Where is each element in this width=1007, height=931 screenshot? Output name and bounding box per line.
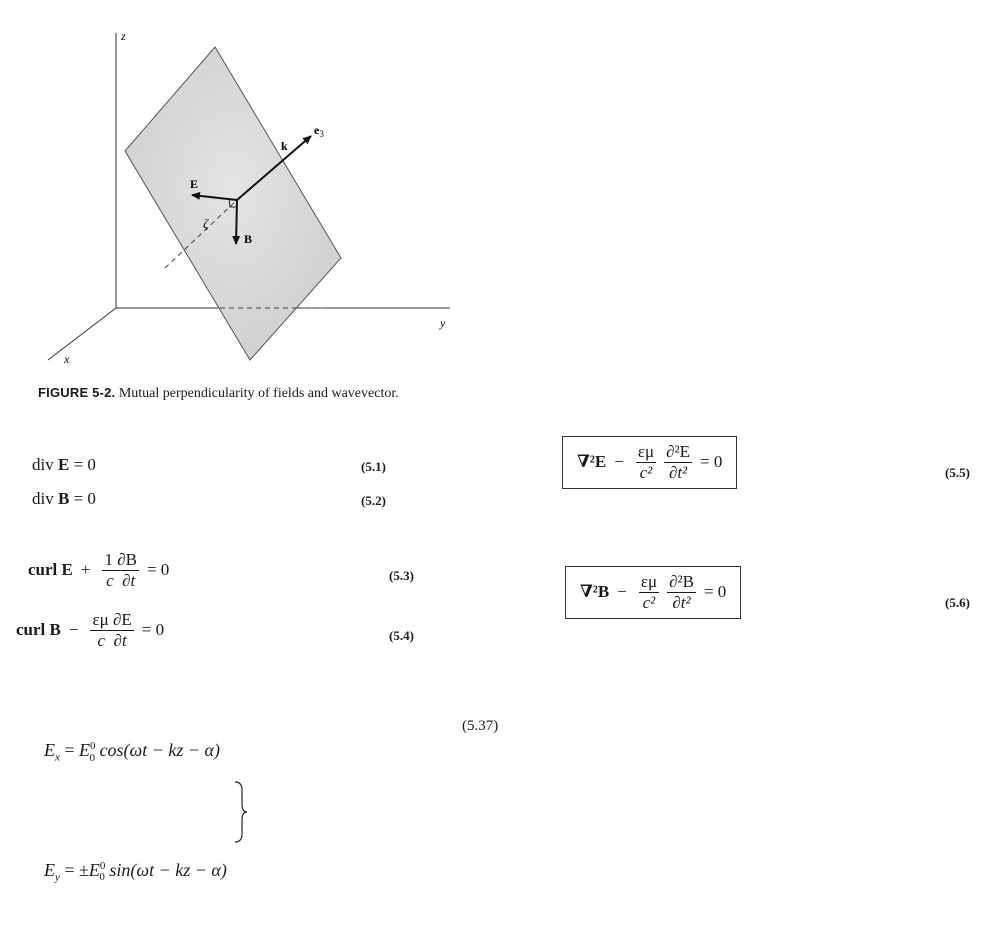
equation-5-5: [562, 436, 737, 489]
equation-5-4: [16, 611, 164, 650]
eq537-line-1: [8, 692, 227, 812]
k-label: k: [281, 139, 288, 153]
eq537-l2-lhs: E: [44, 859, 55, 880]
eq54-rhs: = 0: [141, 620, 165, 640]
eq54-fraction: [90, 611, 133, 650]
eq537-l2-body: sin(ωt − kz − α): [104, 859, 227, 880]
eq56-rhs: = 0: [703, 582, 727, 602]
eqnum-5-5: (5.5): [945, 465, 970, 480]
eq54-frac-den: c ∂t: [97, 630, 127, 650]
eq56-frac2-num: ∂²B: [669, 572, 694, 591]
b-field-label: B: [244, 232, 253, 246]
figure-5-2: [0, 0, 470, 380]
right-brace-icon: [233, 780, 249, 844]
eq537-row: [8, 692, 249, 931]
e-field-label: E: [190, 177, 199, 191]
e3-label: $e_3$: [314, 123, 324, 139]
eq51-lhs: div: [32, 455, 58, 474]
caption-label: FIGURE 5-2.: [38, 385, 116, 400]
eq53-op: +: [80, 560, 91, 580]
eq52-lhs: div: [32, 489, 58, 508]
eq55-frac1-num: εμ: [637, 442, 655, 461]
z-axis-label: z: [121, 29, 126, 43]
eq537-l2-amp-sup: 0: [99, 859, 106, 872]
eq56-lhs: ∇²B: [580, 582, 610, 602]
eq53-fraction: [102, 551, 139, 590]
eq55-frac1-den: c²: [639, 462, 653, 482]
eq537-l1-amp-sub: 0: [89, 751, 96, 764]
caption-text: Mutual perpendicularity of fields and wavevector.: [115, 386, 399, 401]
eqnum-5-1: (5.1): [361, 459, 386, 474]
eqnum-5-4: (5.4): [389, 628, 414, 643]
eq55-op: −: [614, 452, 624, 472]
eq55-frac2-den: ∂t²: [668, 462, 688, 482]
equation-5-6: [565, 566, 741, 619]
eq537-l1-lhs: E: [44, 740, 55, 760]
eq537-l2-mid: = ±: [59, 859, 89, 880]
eqnum-5-6: (5.6): [945, 595, 970, 610]
eq55-lhs: ∇²E: [577, 452, 607, 472]
eq52-vec: B: [57, 489, 70, 508]
x-axis: [48, 308, 116, 360]
eq55-frac2-num: ∂²E: [666, 442, 690, 461]
eq51-rhs: = 0: [69, 455, 96, 474]
eq53-rhs: = 0: [146, 560, 170, 580]
eq56-op: −: [617, 582, 627, 602]
x-axis-label: x: [64, 352, 70, 366]
eq537-line-2: [8, 812, 227, 931]
eq56-frac1-den: c²: [642, 592, 656, 612]
equation-5-37: [8, 692, 249, 931]
eq54-lhs: curl B: [16, 620, 61, 640]
eqnum-5-2: (5.2): [361, 493, 386, 508]
eq55-rhs: = 0: [700, 452, 723, 472]
eq537-l1-amp-sup: 0: [90, 740, 96, 752]
equation-5-1: [32, 455, 96, 475]
eq537-l1-body: cos(ωt − kz − α): [95, 740, 220, 760]
eq56-frac2-den: ∂t²: [672, 592, 691, 612]
eq54-frac-num: εμ ∂E: [92, 610, 132, 629]
equation-5-2: [32, 489, 96, 509]
eqnum-5-37: (5.37): [462, 718, 499, 734]
eq53-frac-num: 1 ∂B: [104, 550, 137, 569]
figure-caption: [38, 385, 399, 402]
zeta-label: ζ: [203, 216, 209, 231]
eq56-frac1-num: εμ: [640, 572, 658, 591]
eq537-l2-amp: E: [88, 859, 100, 880]
eq537-l1-sub: x: [55, 751, 60, 764]
equation-5-3: [28, 551, 169, 590]
eqnum-5-3: (5.3): [389, 568, 414, 583]
eq55-fraction-2: [664, 443, 692, 482]
eq51-vec: E: [57, 455, 70, 474]
eq537-l1-amp: E: [79, 740, 91, 760]
eq56-fraction-1: [639, 573, 659, 612]
eq537-l2-amp-sub: 0: [99, 871, 105, 884]
y-axis-label: y: [440, 316, 446, 330]
eq53-lhs: curl E: [28, 560, 73, 580]
eq54-op: −: [68, 620, 79, 640]
eq53-frac-den: c ∂t: [106, 570, 136, 590]
eq537-l1-mid: =: [59, 740, 80, 760]
eq56-fraction-2: [667, 573, 696, 612]
eq537-lines: [8, 692, 227, 931]
eq52-rhs: = 0: [69, 489, 96, 508]
eq55-fraction-1: [636, 443, 656, 482]
eq537-l2-sub: y: [55, 871, 60, 884]
